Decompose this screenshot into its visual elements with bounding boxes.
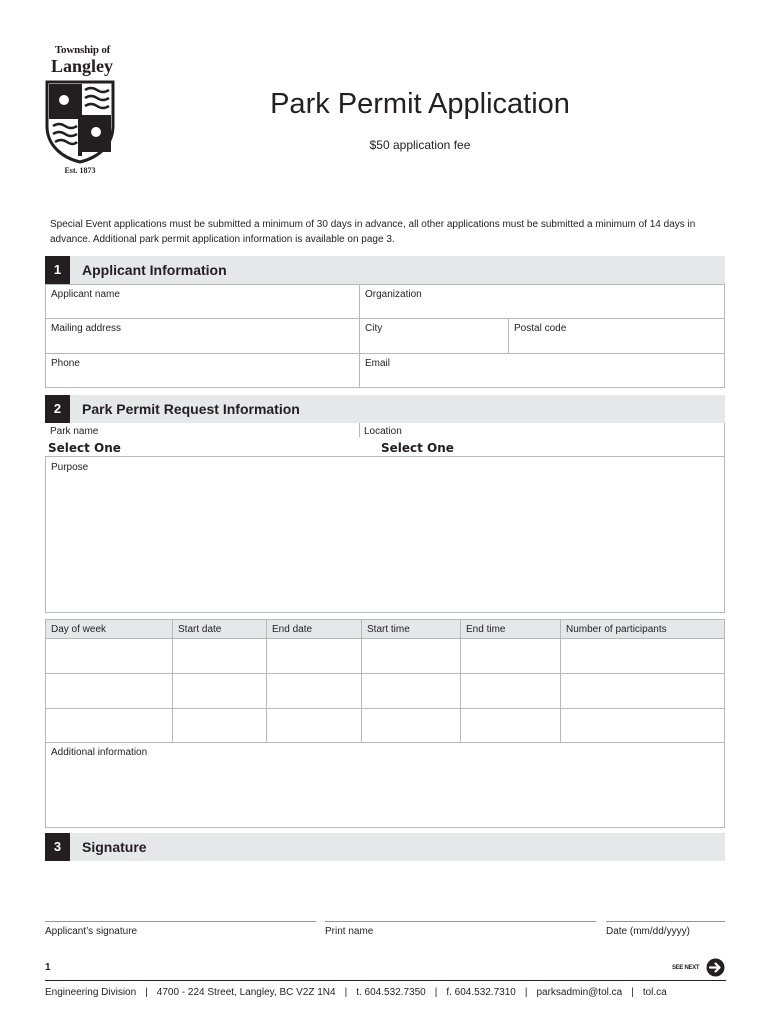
township-crest-icon xyxy=(45,80,115,164)
signature-line xyxy=(45,921,316,922)
table-cell[interactable] xyxy=(172,708,267,743)
table-cell[interactable] xyxy=(460,708,561,743)
col-start-time: Start time xyxy=(361,619,461,639)
table-cell[interactable] xyxy=(266,708,362,743)
mailing-address-label: Mailing address xyxy=(51,323,122,334)
park-location-divider xyxy=(359,423,360,437)
print-name-line xyxy=(325,921,596,922)
applicant-signature-label: Applicant’s signature xyxy=(45,926,138,937)
table-cell[interactable] xyxy=(45,673,173,709)
phone-label: Phone xyxy=(51,358,80,369)
purpose-label: Purpose xyxy=(51,462,89,473)
table-cell[interactable] xyxy=(45,638,173,674)
postal-code-label: Postal code xyxy=(514,323,567,334)
intro-text: Special Event applications must be submitted a minimum of 30 days in advance, all other applications must be submitted a minimum of 14 days in advance. Additional park permit application information is available on page 3. xyxy=(50,219,696,245)
park-row-right-border xyxy=(724,423,725,457)
print-name-label: Print name xyxy=(325,926,374,937)
table-cell[interactable] xyxy=(460,638,561,674)
table-cell[interactable] xyxy=(460,673,561,709)
postal-code-field[interactable] xyxy=(508,318,725,354)
organization-label: Organization xyxy=(365,289,422,300)
table-cell[interactable] xyxy=(560,673,725,709)
col-end-date: End date xyxy=(266,619,362,639)
purpose-field[interactable] xyxy=(45,456,725,613)
col-day-of-week: Day of week xyxy=(45,619,173,639)
additional-info-label: Additional information xyxy=(51,747,148,758)
footer: Engineering Division | 4700 - 224 Street, Langley, BC V2Z 1N4 | t. 604.532.7350 | f. 604.532.7310 | parksadmin@tol.ca | tol.ca xyxy=(45,987,667,998)
footer-telephone: t. 604.532.7350 xyxy=(356,987,426,998)
col-start-date: Start date xyxy=(172,619,267,639)
see-next-label: SEE NEXT xyxy=(672,965,700,971)
date-line xyxy=(606,921,725,922)
applicant-name-field[interactable] xyxy=(45,284,360,319)
table-cell[interactable] xyxy=(45,708,173,743)
footer-website[interactable]: tol.ca xyxy=(642,987,667,998)
page-number: 1 xyxy=(45,962,51,973)
table-cell[interactable] xyxy=(560,708,725,743)
application-fee: $50 application fee xyxy=(369,138,471,152)
footer-divider xyxy=(45,980,726,981)
logo-langley-text: Langley xyxy=(50,56,113,76)
table-cell[interactable] xyxy=(361,638,461,674)
col-participants: Number of participants xyxy=(560,619,725,639)
section3-number: 3 xyxy=(45,833,70,861)
footer-division: Engineering Division xyxy=(45,987,137,998)
location-select[interactable]: Select One xyxy=(381,441,454,455)
footer-address: 4700 - 224 Street, Langley, BC V2Z 1N4 xyxy=(156,987,336,998)
location-label: Location xyxy=(364,426,402,437)
page-title: Park Permit Application xyxy=(270,88,570,120)
table-cell[interactable] xyxy=(361,708,461,743)
table-cell[interactable] xyxy=(266,673,362,709)
park-name-select[interactable]: Select One xyxy=(48,441,121,455)
col-end-time: End time xyxy=(460,619,561,639)
table-cell[interactable] xyxy=(172,673,267,709)
section3-header xyxy=(45,833,725,861)
footer-email[interactable]: parksadmin@tol.ca xyxy=(536,987,623,998)
section2-title: Park Permit Request Information xyxy=(82,401,300,417)
section1-number: 1 xyxy=(45,256,70,284)
email-label: Email xyxy=(365,358,391,369)
applicant-name-label: Applicant name xyxy=(51,289,120,300)
date-label: Date (mm/dd/yyyy) xyxy=(606,926,690,937)
email-field[interactable] xyxy=(359,353,725,388)
table-cell[interactable] xyxy=(172,638,267,674)
city-field[interactable] xyxy=(359,318,509,354)
footer-fax: f. 604.532.7310 xyxy=(446,987,516,998)
additional-info-field[interactable] xyxy=(45,742,725,828)
city-label: City xyxy=(365,323,383,334)
organization-field[interactable] xyxy=(359,284,725,319)
table-cell[interactable] xyxy=(560,638,725,674)
section1-title: Applicant Information xyxy=(82,262,227,278)
logo-township-text: Township of xyxy=(54,44,111,56)
phone-field[interactable] xyxy=(45,353,360,388)
mailing-address-field[interactable] xyxy=(45,318,360,354)
section3-title: Signature xyxy=(82,839,147,855)
park-name-label: Park name xyxy=(50,426,99,437)
table-cell[interactable] xyxy=(361,673,461,709)
next-arrow-icon[interactable] xyxy=(706,958,725,977)
table-cell[interactable] xyxy=(266,638,362,674)
logo-established: Est. 1873 xyxy=(64,166,96,175)
section2-number: 2 xyxy=(45,395,70,423)
